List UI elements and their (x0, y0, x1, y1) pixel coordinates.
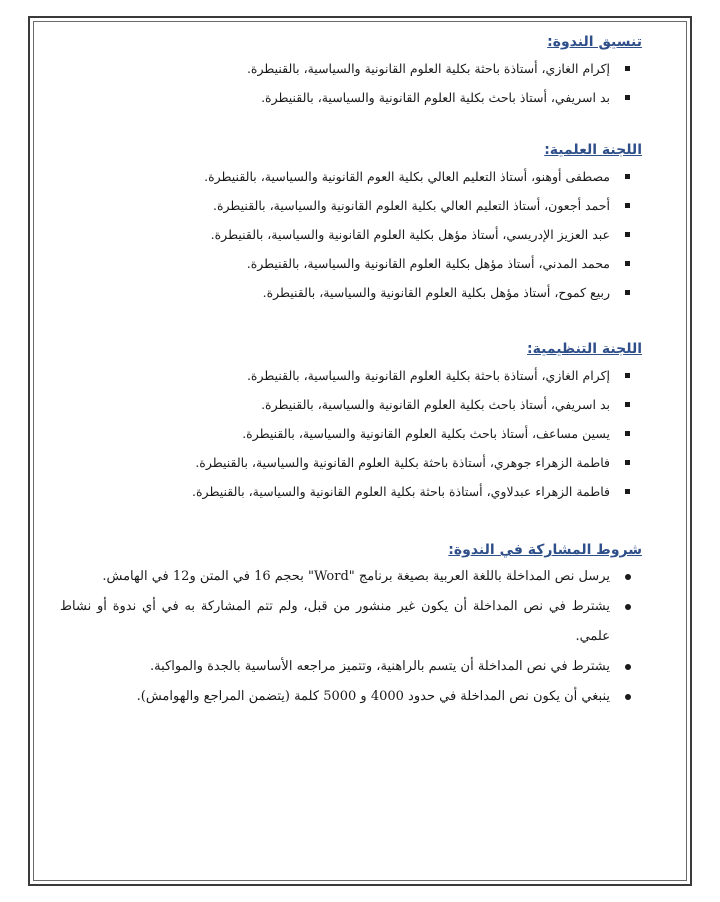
list-item: مصطفى أوهنو، أستاذ التعليم العالي بكلية العوم القانونية والسياسية، بالقنيطرة. (60, 162, 642, 191)
square-bullet-icon (625, 203, 630, 208)
section-title-scientific-committee: اللجنة العلمية: (544, 142, 642, 158)
list-item: فاطمة الزهراء جوهري، أستاذة باحثة بكلية العلوم القانونية والسياسية، بالقنيطرة. (60, 448, 642, 477)
list-item: محمد المدني، أستاذ مؤهل بكلية العلوم القانونية والسياسية، بالقنيطرة. (60, 249, 642, 278)
square-bullet-icon (625, 402, 630, 407)
scientific-committee-list (60, 162, 642, 307)
participation-conditions-list (60, 562, 642, 712)
round-bullet-icon (625, 694, 631, 700)
square-bullet-icon (625, 174, 630, 179)
section-participation-conditions (60, 538, 642, 712)
round-bullet-icon (625, 664, 631, 670)
square-bullet-icon (625, 232, 630, 237)
square-bullet-icon (625, 489, 630, 494)
list-item: يرسل نص المداخلة باللغة العربية بصيغة برنامج "Word" بحجم 16 في المتن و12 في الهامش. (60, 562, 642, 592)
list-item: بد اسريفي، أستاذ باحث بكلية العلوم القانونية والسياسية، بالقنيطرة. (60, 390, 642, 419)
section-title-organizing-committee: اللجنة التنظيمية: (527, 341, 642, 357)
section-scientific-committee (60, 138, 642, 307)
list-item: عبد العزيز الإدريسي، أستاذ مؤهل بكلية العلوم القانونية والسياسية، بالقنيطرة. (60, 220, 642, 249)
list-item: فاطمة الزهراء عبدلاوي، أستاذة باحثة بكلية العلوم القانونية والسياسية، بالقنيطرة. (60, 477, 642, 506)
square-bullet-icon (625, 431, 630, 436)
coordination-list (60, 54, 642, 112)
square-bullet-icon (625, 373, 630, 378)
organizing-committee-list (60, 361, 642, 506)
list-item: يشترط في نص المداخلة أن يكون غير منشور من قبل، ولم تتم المشاركة به في أي ندوة أو نشاط علمي. (60, 592, 642, 652)
round-bullet-icon (625, 574, 631, 580)
square-bullet-icon (625, 290, 630, 295)
document-content (60, 30, 642, 712)
list-item: إكرام الغازي، أستاذة باحثة بكلية العلوم القانونية والسياسية، بالقنيطرة. (60, 54, 642, 83)
square-bullet-icon (625, 95, 630, 100)
square-bullet-icon (625, 261, 630, 266)
section-organizing-committee (60, 337, 642, 506)
list-item: يسين مساعف، أستاذ باحث بكلية العلوم القانونية والسياسية، بالقنيطرة. (60, 419, 642, 448)
list-item: أحمد أجعون، أستاذ التعليم العالي بكلية العلوم القانونية والسياسية، بالقنيطرة. (60, 191, 642, 220)
square-bullet-icon (625, 66, 630, 71)
list-item: إكرام الغازي، أستاذة باحثة بكلية العلوم القانونية والسياسية، بالقنيطرة. (60, 361, 642, 390)
list-item: ينبغي أن يكون نص المداخلة في حدود 4000 و 5000 كلمة (يتضمن المراجع والهوامش). (60, 682, 642, 712)
list-item: ربيع كموح، أستاذ مؤهل بكلية العلوم القانونية والسياسية، بالقنيطرة. (60, 278, 642, 307)
section-title-coordination: تنسيق الندوة: (547, 34, 642, 50)
list-item: يشترط في نص المداخلة أن يتسم بالراهنية، وتتميز مراجعه الأساسية بالجدة والمواكبة. (60, 652, 642, 682)
square-bullet-icon (625, 460, 630, 465)
round-bullet-icon (625, 604, 631, 610)
list-item: بد اسريفي، أستاذ باحث بكلية العلوم القانونية والسياسية، بالقنيطرة. (60, 83, 642, 112)
section-coordination (60, 30, 642, 112)
section-title-participation-conditions: شروط المشاركة في الندوة: (448, 542, 642, 558)
